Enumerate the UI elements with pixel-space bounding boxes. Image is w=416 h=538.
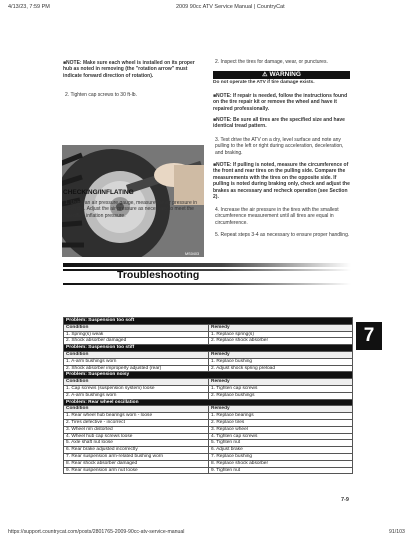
condition-header: Condition (64, 351, 209, 358)
section-banner-graphic (63, 259, 351, 287)
warning-text: Do not operate the ATV if tire damage exists. (213, 80, 315, 85)
remedy-cell: 6. Adjust brake (209, 447, 353, 454)
condition-cell: 2. Tires defective - incorrect (64, 419, 209, 426)
column-header-row (64, 379, 353, 386)
table-row (64, 338, 353, 345)
table-row (64, 460, 353, 467)
remedy-header: Remedy (209, 324, 353, 331)
footer-url[interactable]: https://support.countrycat.com/posts/2801765-2009-90cc-atv-service-manual (8, 529, 185, 535)
remedy-cell: 1. Tighten cap screws (209, 385, 353, 392)
remedy-cell: 1. Replace bearings (209, 413, 353, 420)
right-step-5: 5. Repeat steps 3-4 as necessary to ensure proper handling. (215, 232, 350, 238)
remedy-cell: 9. Tighten nut (209, 467, 353, 474)
left-step-2: 2. Tighten cap screws to 30 ft-lb. (65, 92, 137, 98)
condition-cell: 1. A-arm bushings worn (64, 358, 209, 365)
condition-cell: 2. Shock absorber damaged (64, 338, 209, 345)
left-step-1: 1. Using an air pressure gauge, measure the air pressure in each tire. Adjust the air pressure as necessary to meet the specified inflation pressure. (65, 200, 198, 219)
remedy-cell: 2. Adjust shock spring preload (209, 365, 353, 372)
table-row (64, 358, 353, 365)
warning-banner (213, 71, 350, 79)
table-row (64, 331, 353, 338)
remedy-cell: 1. Replace spring(s) (209, 331, 353, 338)
condition-cell: 2. A-arm bushings worn (64, 392, 209, 399)
condition-cell: 1. Cap screws (suspension system) loose (64, 385, 209, 392)
print-datetime: 4/13/23, 7:59 PM (8, 4, 50, 10)
right-step-2: 2. Inspect the tires for damage, wear, or punctures. (215, 59, 328, 65)
remedy-header: Remedy (209, 351, 353, 358)
problem-header-row (64, 372, 353, 379)
condition-cell: 1. Rear wheel hub bearings worn - loose (64, 413, 209, 420)
photo-code: MS0403 (185, 252, 200, 256)
print-doc-title: 2009 90cc ATV Service Manual | CountryCat (176, 4, 285, 10)
problem-title: Problem: Suspension too soft (64, 318, 353, 325)
table-row (64, 365, 353, 372)
table-row (64, 385, 353, 392)
condition-cell: 4. Wheel hub cap screws loose (64, 433, 209, 440)
condition-cell: 3. Wheel rim distorted (64, 426, 209, 433)
remedy-cell: 2. Replace tires (209, 419, 353, 426)
right-note-1: ■NOTE: If repair is needed, follow the instructions found on the tire repair kit or remove the wheel and have it repaired professionally. (213, 93, 348, 112)
problem-header-row (64, 345, 353, 352)
warning-label: WARNING (269, 71, 301, 78)
remedy-cell: 1. Replace bushing (209, 358, 353, 365)
right-step-4: 4. Increase the air pressure in the tires with the smallest circumference measurement until all tires are equal in circumference. (215, 207, 339, 226)
section-title: Troubleshooting (117, 269, 200, 281)
column-header-row (64, 351, 353, 358)
warning-triangle-icon: ⚠ (262, 72, 268, 78)
condition-cell: 9. Rear suspension arm nut loose (64, 467, 209, 474)
remedy-cell: 3. Replace wheel (209, 426, 353, 433)
table-row (64, 453, 353, 460)
problem-header-row (64, 318, 353, 325)
remedy-cell: 4. Tighten cap screws (209, 433, 353, 440)
table-row (64, 433, 353, 440)
table-row (64, 426, 353, 433)
table-row (64, 392, 353, 399)
condition-cell: 7. Rear suspension arm-related bushing worn (64, 453, 209, 460)
column-header-row (64, 406, 353, 413)
table-row (64, 413, 353, 420)
column-header-row (64, 324, 353, 331)
page-number: 7-9 (341, 497, 349, 503)
left-note: ■NOTE: Make sure each wheel is installed on its proper hub as noted in removing (the "rotation arrow" must indicate forward direction of rotation). (63, 60, 195, 79)
table-row (64, 447, 353, 454)
problem-title: Problem: Suspension too stiff (64, 345, 353, 352)
problem-title: Problem: Rear wheel oscillation (64, 399, 353, 406)
remedy-cell: 2. Replace shock absorber (209, 338, 353, 345)
condition-cell: 8. Rear shock absorber damaged (64, 460, 209, 467)
remedy-header: Remedy (209, 379, 353, 386)
condition-header: Condition (64, 324, 209, 331)
remedy-cell: 2. Replace bushings (209, 392, 353, 399)
right-note-3: ■NOTE: If pulling is noted, measure the circumference of the front and rear tires on the pulling side. Compare the measurements with the tires on the opposite side. If pulling is noted during braking only, check and adjust the brakes as necessary and recheck operation (see Section 2). (213, 162, 350, 201)
table-row (64, 419, 353, 426)
remedy-cell: 5. Tighten nut (209, 440, 353, 447)
condition-header: Condition (64, 406, 209, 413)
remedy-header: Remedy (209, 406, 353, 413)
troubleshooting-table (63, 317, 353, 474)
table-row (64, 440, 353, 447)
condition-header: Condition (64, 379, 209, 386)
remedy-cell: 8. Replace shock absorber (209, 460, 353, 467)
condition-cell: 5. Axle shaft nut loose (64, 440, 209, 447)
condition-cell: 2. Shock absorber improperly adjusted (rear) (64, 365, 209, 372)
checking-inflating-heading: CHECKING/INFLATING (63, 189, 134, 196)
problem-header-row (64, 399, 353, 406)
footer-page-count: 91/103 (389, 529, 405, 535)
problem-title: Problem: Suspension noisy (64, 372, 353, 379)
right-step-3: 3. Test drive the ATV on a dry, level surface and note any pulling to the left or right during acceleration, deceleration, and braking. (215, 137, 344, 156)
table-row (64, 467, 353, 474)
remedy-cell: 7. Replace bushing (209, 453, 353, 460)
condition-cell: 6. Rear brake adjusted incorrectly (64, 447, 209, 454)
chapter-tab: 7 (356, 322, 382, 350)
right-note-2: ■NOTE: Be sure all tires are the specified size and have identical tread pattern. (213, 117, 345, 130)
condition-cell: 1. Spring(s) weak (64, 331, 209, 338)
